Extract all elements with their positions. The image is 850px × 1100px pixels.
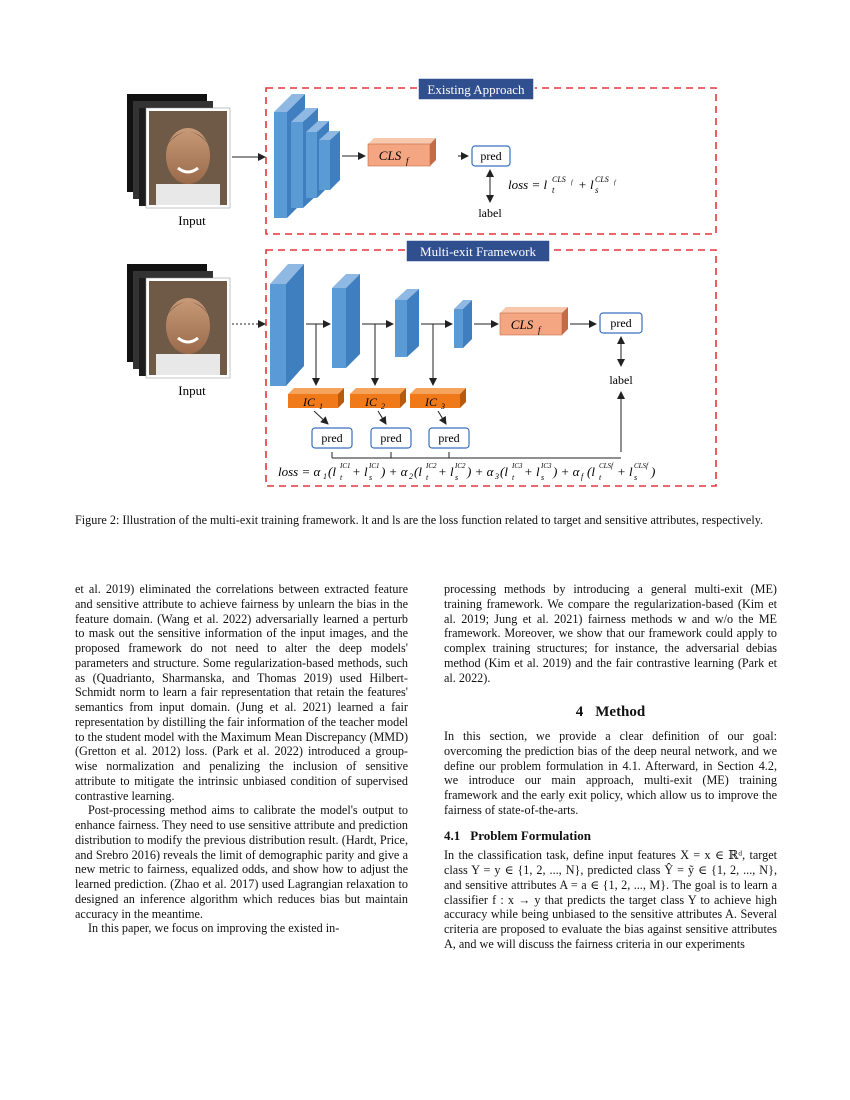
ic-box-3 [410, 388, 466, 411]
svg-text:t: t [599, 473, 602, 482]
svg-text:): ) [651, 464, 656, 479]
left-paragraph-3: In this paper, we focus on improving the existed in- [88, 921, 340, 936]
section-number: 4 [575, 704, 584, 721]
pred-label-top: pred [480, 149, 502, 163]
svg-text:f: f [538, 325, 541, 335]
input-label-bottom: Input [178, 383, 206, 398]
subsection-heading [444, 829, 777, 844]
svg-text:) + α: ) + α [467, 464, 494, 479]
loss-formula-top [508, 175, 617, 195]
svg-text:+ l: + l [438, 464, 454, 479]
cls-box-bottom [500, 307, 568, 335]
cls-box-top [368, 138, 436, 166]
svg-text:s: s [595, 185, 599, 195]
svg-text:IC1: IC1 [340, 462, 351, 470]
ic-box-1 [288, 388, 344, 411]
input-label-top: Input [178, 213, 206, 228]
svg-text:f: f [614, 180, 616, 186]
svg-text:) + α: ) + α [381, 464, 408, 479]
loss-formula-bottom [278, 462, 655, 482]
label-text-top: label [478, 206, 502, 220]
pred-label-ic3: pred [438, 431, 460, 445]
svg-text:CLSf: CLSf [634, 462, 649, 470]
ic-box-2 [350, 388, 406, 411]
existing-approach-label: Existing Approach [427, 82, 525, 97]
left-paragraph-1: et al. 2019) eliminated the correlations between extracted feature and sensitive attribute to achieve fairness by unlearn the bias in the feature domain. (Wang et al. 2022) adversarially learned a perturb to mask out the sensitive information of the input images, and the proposed framework do not need to alter the deep models' parameters and structure. Some regularization-based methods, such as (Quadrianto, Sharmanska, and Thomas 2019) used Hilbert-Schmidt norm to learn a fair representation that retain the features' semantics from input domain. (Jung et al. 2021) learned a fair representation by distilling the fair information of the teacher model to the student model with the Maximum Mean Discrepancy (MMD) (Gretton et al. 2012) loss. (Park et al. 2022) introduced a group-wise normalization and penalizing the inclusion of sensitive attribute to mitigate the intrinsic unbiased condition of supervised contrastive learning. [75, 582, 408, 803]
svg-text:s: s [369, 473, 373, 482]
right-paragraph-2: In this section, we provide a clear definition of our goal: overcoming the prediction bias of the deep neural network, and we define our problem formulation in 4.1. Afterward, in Section 4.2, we introduce our main approach, multi-exit (ME) training framework and the early exit policy, which allow us to improve the fairness of state-of-the-arts. [444, 729, 777, 817]
svg-text:+ l: + l [524, 464, 540, 479]
subsection-title: Problem Formulation [470, 827, 591, 843]
svg-text:(l: (l [587, 464, 595, 479]
svg-text:1: 1 [323, 472, 327, 481]
svg-text:t: t [426, 473, 429, 482]
right-paragraph-3: In the classification task, define input features X = x ∈ ℝᵈ, target class Y = y ∈ {1, 2, ..., N}, predicted class Ŷ = ỹ ∈ {1, 2, ..., N}, and sensitive attributes A = a ∈ {1, 2, ..., M}. The goal is to learn a classifier f : x → y that predicts the target class Y to achieve high accuracy while being unbiased to the sensitive attributes A. Several criteria are proposed to evaluate the bias against sensitive attributes A, and we will discuss the fairness criteria in our experiments [444, 848, 777, 951]
input-image-stack-bottom [127, 264, 230, 378]
multi-exit-panel [127, 240, 716, 486]
figure-caption: Figure 2: Illustration of the multi-exit training framework. lt and ls are the loss function related to target and sensitive attributes, respectively. [75, 513, 764, 527]
svg-text:IC1: IC1 [369, 462, 380, 470]
figure-2 [60, 60, 800, 500]
svg-text:s: s [541, 473, 545, 482]
input-image-stack-top [127, 94, 230, 208]
svg-text:f: f [406, 156, 409, 166]
svg-text:(l: (l [328, 464, 336, 479]
section-heading [444, 705, 777, 720]
svg-text:IC2: IC2 [426, 462, 437, 470]
right-paragraph-1: processing methods by introducing a general multi-exit (ME) training framework. We compare the regularization-based (Kim et al. 2019; Jung et al. 2021) fairness methods w and w/o the ME framework. Moreover, we show that our framework could apply to complex training structures; for instance, the adversarial debias method (Kim et al. 2019) and the fair contrastive learning (Park et al. 2022). [444, 582, 777, 685]
svg-text:2: 2 [409, 472, 413, 481]
multi-exit-label: Multi-exit Framework [420, 244, 536, 259]
svg-text:IC: IC [303, 395, 315, 409]
svg-text:t: t [552, 185, 555, 195]
section-title: Method [595, 704, 646, 721]
svg-text:s: s [455, 473, 459, 482]
svg-text:IC: IC [365, 395, 377, 409]
svg-text:+ l: + l [578, 177, 594, 192]
svg-text:loss = l: loss = l [508, 177, 548, 192]
svg-text:loss = α: loss = α [278, 464, 321, 479]
svg-text:s: s [634, 473, 638, 482]
label-text-bottom: label [609, 373, 633, 387]
svg-text:) + α: ) + α [553, 464, 580, 479]
svg-text:f: f [581, 472, 584, 481]
svg-text:CLSf: CLSf [599, 462, 614, 470]
svg-text:3: 3 [441, 402, 445, 411]
svg-text:3: 3 [495, 472, 499, 481]
svg-text:IC: IC [425, 395, 437, 409]
cnn-blocks-bottom [270, 264, 472, 386]
svg-text:IC2: IC2 [455, 462, 466, 470]
svg-text:1: 1 [319, 402, 323, 411]
svg-text:t: t [340, 473, 343, 482]
subsection-number: 4.1 [444, 827, 461, 843]
svg-text:CLS: CLS [595, 175, 609, 184]
svg-text:t: t [512, 473, 515, 482]
pred-label-ic2: pred [380, 431, 402, 445]
left-column [75, 582, 408, 936]
svg-text:+ l: + l [352, 464, 368, 479]
svg-text:+ l: + l [617, 464, 633, 479]
svg-text:(l: (l [500, 464, 508, 479]
pred-label-final: pred [610, 316, 632, 330]
svg-text:IC3: IC3 [512, 462, 523, 470]
svg-text:CLS: CLS [378, 148, 402, 163]
svg-text:f: f [571, 180, 573, 186]
svg-text:CLS: CLS [552, 175, 566, 184]
svg-text:IC3: IC3 [541, 462, 552, 470]
left-paragraph-2: Post-processing method aims to calibrate the model's output to enhance fairness. They need to use sensitive attribute and prediction distribution to modify the previous distribution result. (Hardt, Price, and Srebro 2016) reveals the limit of demographic parity and give a new metric to fairness, equalized odds, and show how to adjust the learned prediction. (Zhao et al. 2017) used Lagrangian relaxation to designed an inference algorithm which reduces bias but maintain accuracy in the meantime. [75, 803, 408, 921]
svg-text:(l: (l [414, 464, 422, 479]
pred-label-ic1: pred [321, 431, 343, 445]
existing-approach-panel [127, 78, 716, 234]
cnn-blocks-top [274, 94, 340, 218]
svg-text:2: 2 [381, 402, 385, 411]
svg-text:CLS: CLS [510, 317, 534, 332]
right-column [444, 582, 777, 952]
